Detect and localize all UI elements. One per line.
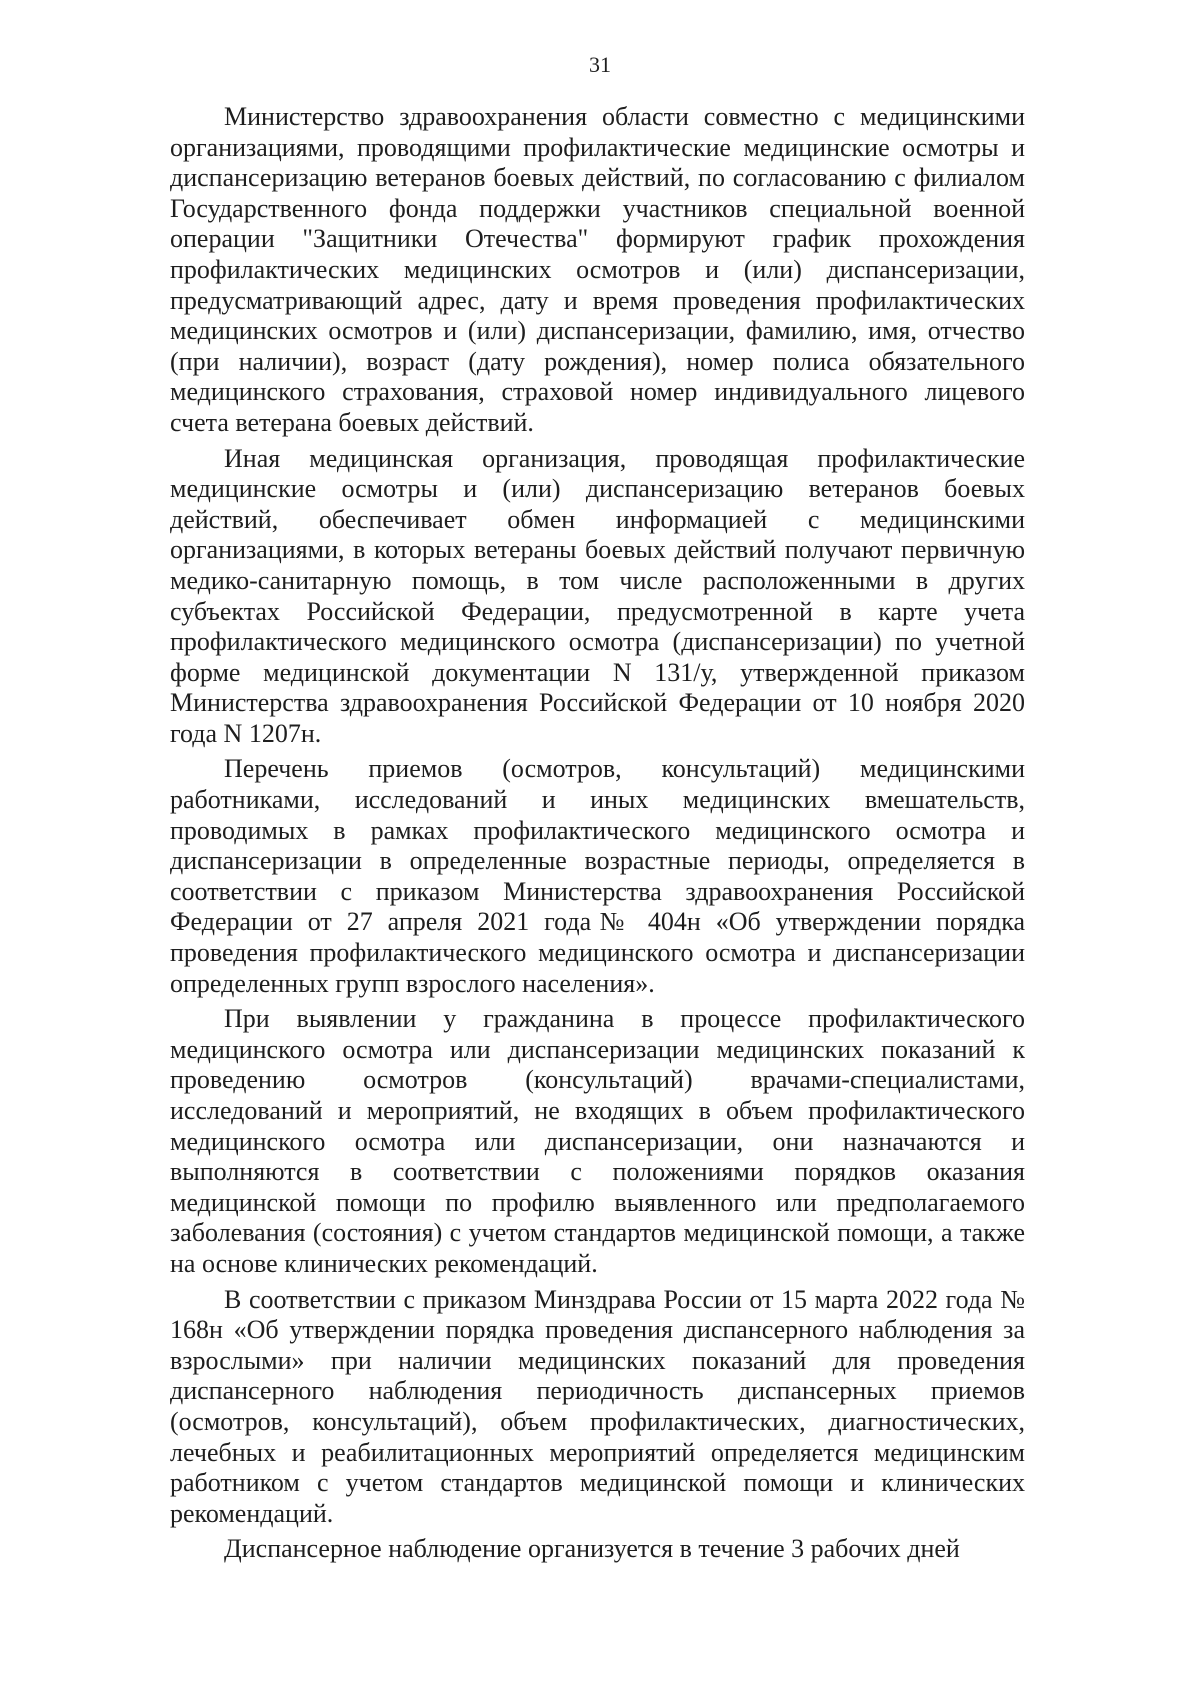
paragraph-examination-list: Перечень приемов (осмотров, консультаций) медицинскими работниками, исследований и иных медицинских вмешательств, проводимых в рамках профилактического медицинского осмотра и диспансеризации в определенные возрастные периоды, определяется в соответствии с приказом Министерства здравоохранения Российской Федерации от 27 апреля 2021 года№ 404н «Об утверждении порядка проведения профилактического медицинского осмотра и диспансеризации определенных групп взрослого населения». <box>170 754 1025 998</box>
paragraph-schedule-formation: Министерство здравоохранения области совместно с медицинскими организациями, проводящими профилактические медицинские осмотры и диспансеризацию ветеранов боевых действий, по согласованию с филиалом Государственного фонда поддержки участников специальной военной операции "Защитники Отечества" формируют график прохождения профилактических медицинских осмотров и (или) диспансеризации, предусматривающий адрес, дату и время проведения профилактических медицинских осмотров и (или) диспансеризации, фамилию, имя, отчество (при наличии), возраст (дату рождения), номер полиса обязательного медицинского страхования, страховой номер индивидуального лицевого счета ветерана боевых действий. <box>170 102 1025 437</box>
paragraph-dispensary-observation-order: В соответствии с приказом Минздрава России от 15 марта 2022 года № 168н «Об утверждении порядка проведения диспансерного наблюдения за взрослыми» при наличии медицинских показаний для проведения диспансерного наблюдения периодичность диспансерных приемов (осмотров, консультаций), объем профилактических, диагностических, лечебных и реабилитационных мероприятий определяется медицинским работником с учетом стандартов медицинской помощи и клинических рекомендаций. <box>170 1284 1025 1528</box>
paragraph-additional-examinations: При выявлении у гражданина в процессе профилактического медицинского осмотра или диспансеризации медицинских показаний к проведению осмотров (консультаций) врачами-специалистами, исследований и мероприятий, не входящих в объем профилактического медицинского осмотра или диспансеризации, они назначаются и выполняются в соответствии с положениями порядков оказания медицинской помощи по профилю выявленного или предполагаемого заболевания (состояния) с учетом стандартов медицинской помощи, а также на основе клинических рекомендаций. <box>170 1004 1025 1278</box>
paragraph-dispensary-observation-start: Диспансерное наблюдение организуется в течение 3 рабочих дней <box>224 1534 960 1564</box>
document-body <box>170 102 1025 1570</box>
page-number: 31 <box>589 52 611 77</box>
paragraph-information-exchange: Иная медицинская организация, проводящая профилактические медицинские осмотры и (или) диспансеризацию ветеранов боевых действий, обеспечивает обмен информацией с медицинскими организациями, в которых ветераны боевых действий получают первичную медико-санитарную помощь, в том числе расположенными в других субъектах Российской Федерации, предусмотренной в карте учета профилактического медицинского осмотра (диспансеризации) по учетной форме медицинской документации N 131/у, утвержденной приказом Министерства здравоохранения Российской Федерации от 10 ноября 2020 года N 1207н. <box>170 443 1025 748</box>
